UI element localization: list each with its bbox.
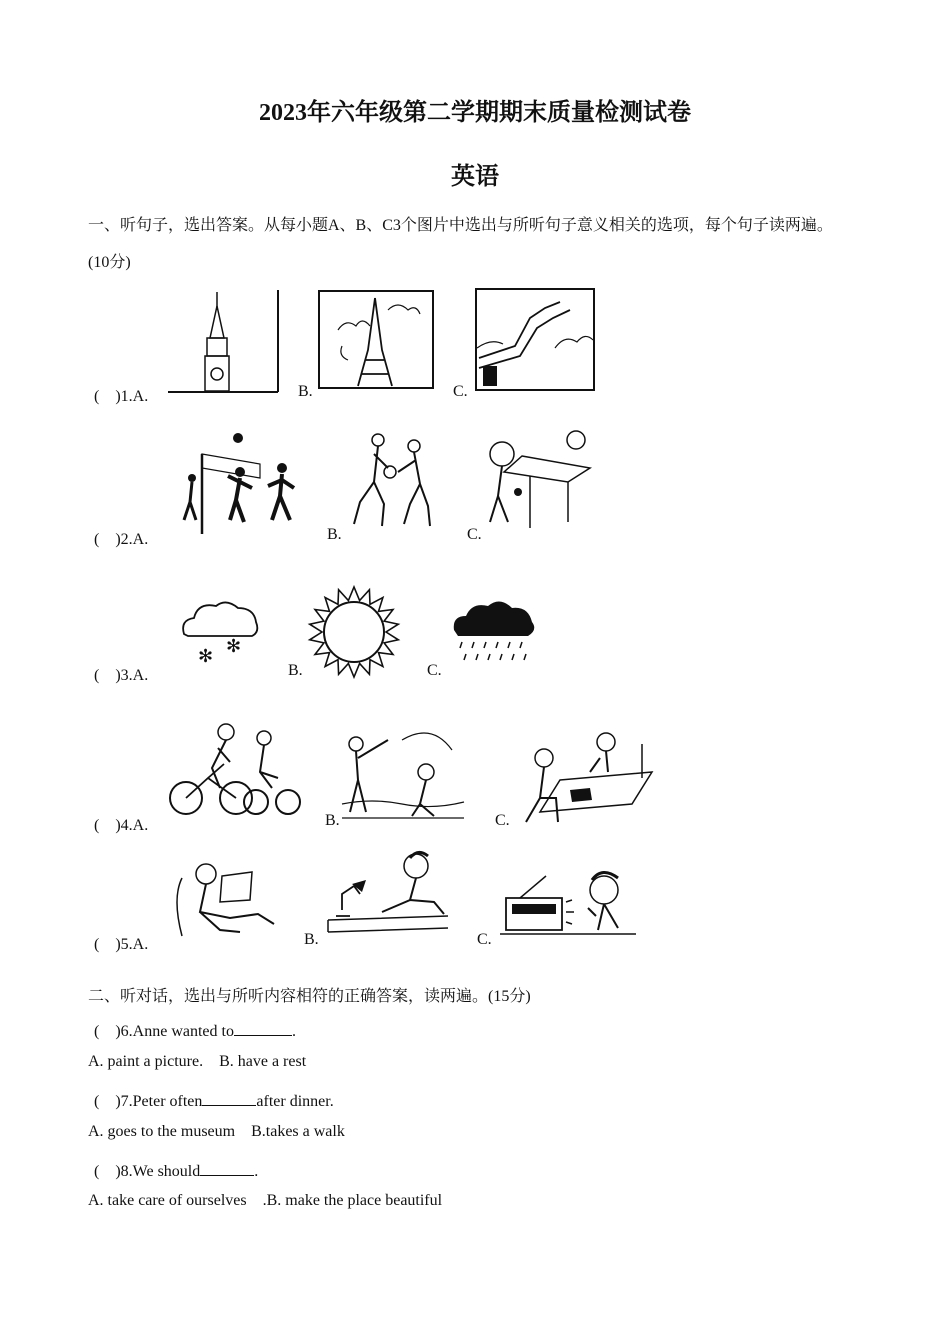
section1-score: (10分) <box>88 254 131 271</box>
clock-tower-icon <box>168 288 280 394</box>
question-7-stem-end: after dinner. <box>256 1093 334 1110</box>
writing-icon <box>326 850 450 936</box>
question-8-stem: ( )8.We should <box>94 1163 201 1180</box>
option-b: B.takes a walk <box>251 1123 345 1140</box>
option-b: B. have a rest <box>219 1053 307 1070</box>
question-6 <box>94 1018 296 1041</box>
question-6-stem-end: . <box>291 1023 296 1040</box>
answer-blank <box>202 1091 256 1106</box>
answer-blank <box>234 1021 292 1036</box>
section2-instruction: 二、听对话，选出与所听内容相符的正确答案，读两遍。(15分) <box>88 988 531 1005</box>
question-7-stem: ( )7.Peter often <box>94 1093 203 1110</box>
question-4-option-c: C. <box>495 812 510 829</box>
page-title: 2023年六年级第二学期期末质量检测试卷 <box>259 100 691 126</box>
sun-rays <box>310 587 399 677</box>
question-1-option-c: C. <box>453 383 468 400</box>
question-5-option-b: B. <box>304 931 319 948</box>
basketball-icon <box>344 432 440 530</box>
question-1-label: ( )1.A. <box>94 388 149 405</box>
option-a: A. paint a picture. <box>88 1053 204 1070</box>
question-1-option-b: B. <box>298 383 313 400</box>
question-3-label: ( )3.A. <box>94 667 149 684</box>
section1-instruction: 一、听句子，选出答案。从每小题A、B、C3个图片中选出与所听句子意义相关的选项，每个句子读两遍。 <box>88 217 833 234</box>
rain-cloud-icon <box>452 600 538 668</box>
flying-kite-icon <box>342 722 464 824</box>
question-3-option-b: B. <box>288 662 303 679</box>
playing-chess-icon <box>520 728 654 824</box>
snow-cloud-icon <box>180 600 262 668</box>
question-2-label: ( )2.A. <box>94 531 149 548</box>
question-4-option-b: B. <box>325 812 340 829</box>
reading-book-icon <box>170 858 278 940</box>
table-tennis-icon <box>484 426 594 532</box>
option-a: A. goes to the museum <box>88 1123 236 1140</box>
cycling-icon <box>168 718 300 820</box>
question-8-options <box>88 1192 442 1210</box>
question-4-label: ( )4.A. <box>94 817 149 834</box>
eiffel-tower-icon <box>318 290 434 390</box>
option-a: A. take care of ourselves <box>88 1192 247 1209</box>
listening-radio-icon <box>500 868 636 938</box>
question-7-options <box>88 1123 345 1141</box>
subject-title: 英语 <box>451 164 499 190</box>
question-7 <box>94 1088 334 1111</box>
question-5-label: ( )5.A. <box>94 936 149 953</box>
question-6-options <box>88 1053 306 1071</box>
question-3-option-c: C. <box>427 662 442 679</box>
svg-text:✻: ✻ <box>198 646 214 666</box>
svg-text:✻: ✻ <box>226 636 242 656</box>
great-wall-icon <box>475 288 595 392</box>
sun-icon <box>305 584 403 680</box>
volleyball-icon <box>180 430 304 534</box>
option-b: .B. make the place beautiful <box>262 1192 443 1209</box>
answer-blank <box>200 1161 254 1176</box>
question-8-stem-end: . <box>254 1163 259 1180</box>
question-8 <box>94 1158 258 1181</box>
question-2-option-c: C. <box>467 526 482 543</box>
question-2-option-b: B. <box>327 526 342 543</box>
question-6-stem: ( )6.Anne wanted to <box>94 1023 234 1040</box>
question-5-option-c: C. <box>477 931 492 948</box>
